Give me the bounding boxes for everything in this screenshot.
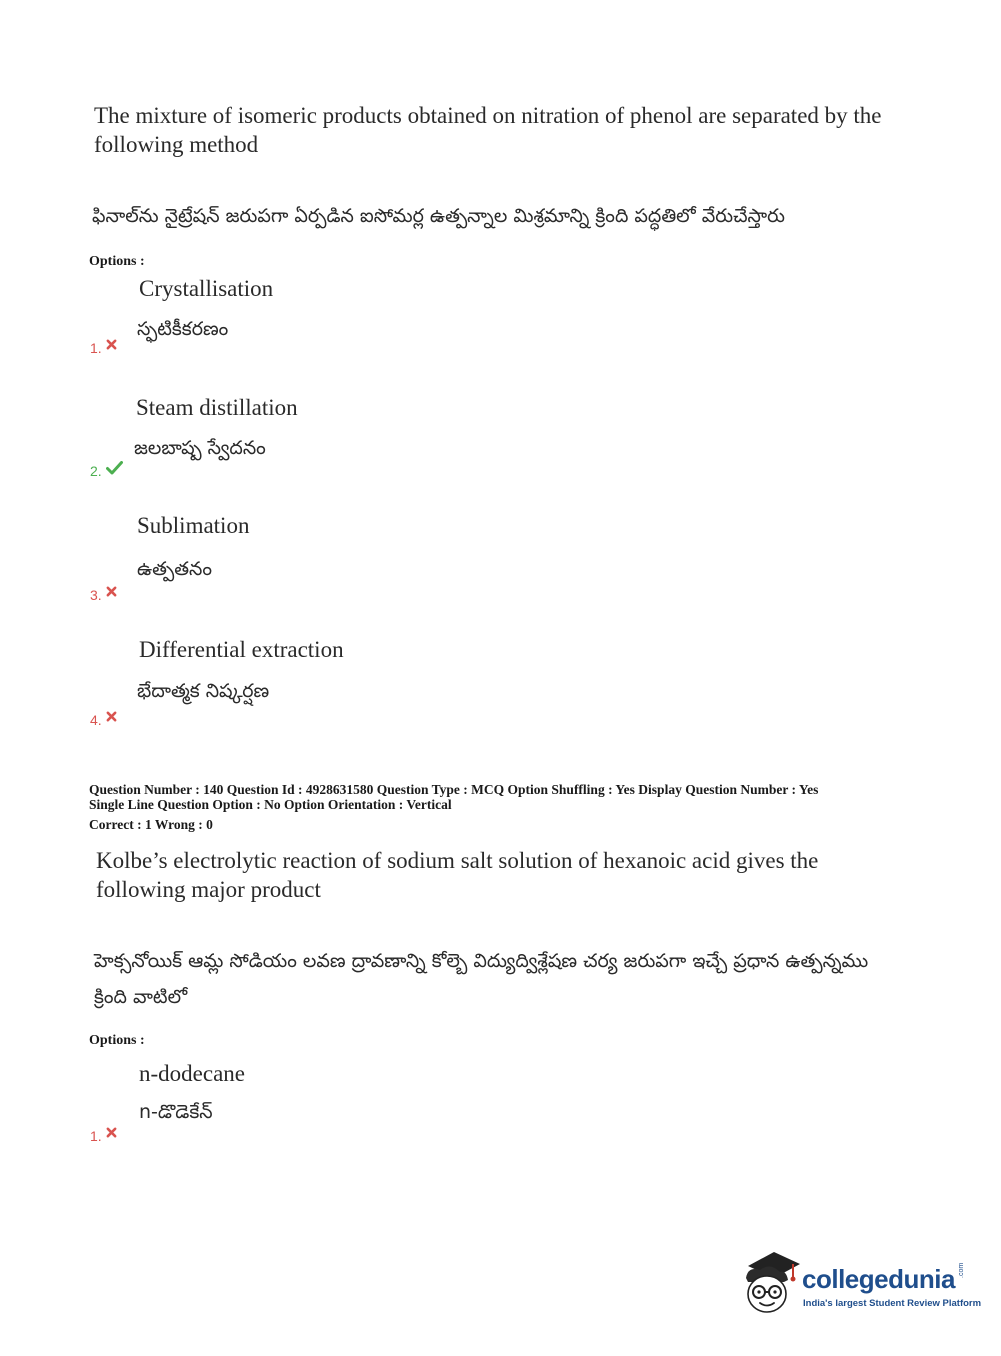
cross-icon — [106, 711, 117, 722]
logo-wordmark: collegedunia — [802, 1264, 955, 1294]
question-140-meta-line1: Question Number : 140 Question Id : 4928631580 Question Type : MCQ Option Shuffling : Yes Display Question Number : Yes — [89, 782, 819, 797]
question-140-meta-line2: Single Line Question Option : No Option Orientation : Vertical — [89, 797, 452, 812]
option-4-number-label: 4. — [90, 712, 102, 728]
option-1-text-te: n-డొడెకేన్ — [139, 1101, 213, 1123]
option-3-number-label: 3. — [90, 587, 102, 603]
option-1-number — [90, 340, 117, 356]
option-1-text-en: Crystallisation — [139, 276, 274, 301]
option-1-number-label: 1. — [90, 1128, 102, 1144]
option-1-text-en: n-dodecane — [139, 1061, 245, 1086]
options-label: Options : — [89, 1033, 145, 1048]
option-1-text-te: స్ఫటికీకరణం — [137, 318, 229, 340]
option-2-number-label: 2. — [90, 463, 102, 479]
option-2-text-en: Steam distillation — [136, 395, 298, 420]
cross-icon — [106, 1127, 117, 1138]
option-4-text-te: భేదాత్మక నిష్కర్షణ — [137, 680, 270, 702]
mascot-icon — [740, 1248, 802, 1316]
option-4-number — [90, 712, 117, 728]
option-3-text-en: Sublimation — [137, 513, 250, 538]
logo-domain-suffix: .com — [958, 1262, 965, 1278]
check-icon — [106, 461, 123, 475]
option-3-text-te: ఉత్పతనం — [137, 558, 213, 580]
question-140-text-en: Kolbe’s electrolytic reaction of sodium salt solution of hexanoic acid gives the following major product — [96, 848, 819, 902]
logo-tagline: India's largest Student Review Platform — [803, 1298, 982, 1309]
option-3-number — [90, 587, 117, 603]
cross-icon — [106, 339, 117, 350]
question-140-text-te: హెక్సనోయిక్ ఆమ్ల సోడియం లవణ ద్రావణాన్ని కోల్బె విద్యుద్విశ్లేషణ చర్య జరుపగా ఇచ్చే ప్రధాన ఉత్పన్నము క్రింది వాటిలో — [94, 950, 869, 1008]
option-1-number — [90, 1128, 117, 1144]
question-139-text-en: The mixture of isomeric products obtained on nitration of phenol are separated by the following method — [94, 103, 882, 157]
collegedunia-logo[interactable] — [740, 1248, 982, 1318]
cross-icon — [106, 586, 117, 597]
option-2-number — [90, 463, 123, 479]
options-label: Options : — [89, 254, 145, 269]
question-140-meta-line3: Correct : 1 Wrong : 0 — [89, 817, 213, 832]
option-1-number-label: 1. — [90, 340, 102, 356]
question-139-text-te: ఫినాల్‌ను నైట్రేషన్ జరుపగా ఏర్పడిన ఐసోమర్ల ఉత్పన్నాల మిశ్రమాన్ని క్రింది పద్ధతిలో వేరుచేస్తారు — [92, 205, 785, 227]
option-4-text-en: Differential extraction — [139, 637, 344, 662]
option-2-text-te: జలబాష్ప స్వేదనం — [134, 437, 266, 459]
